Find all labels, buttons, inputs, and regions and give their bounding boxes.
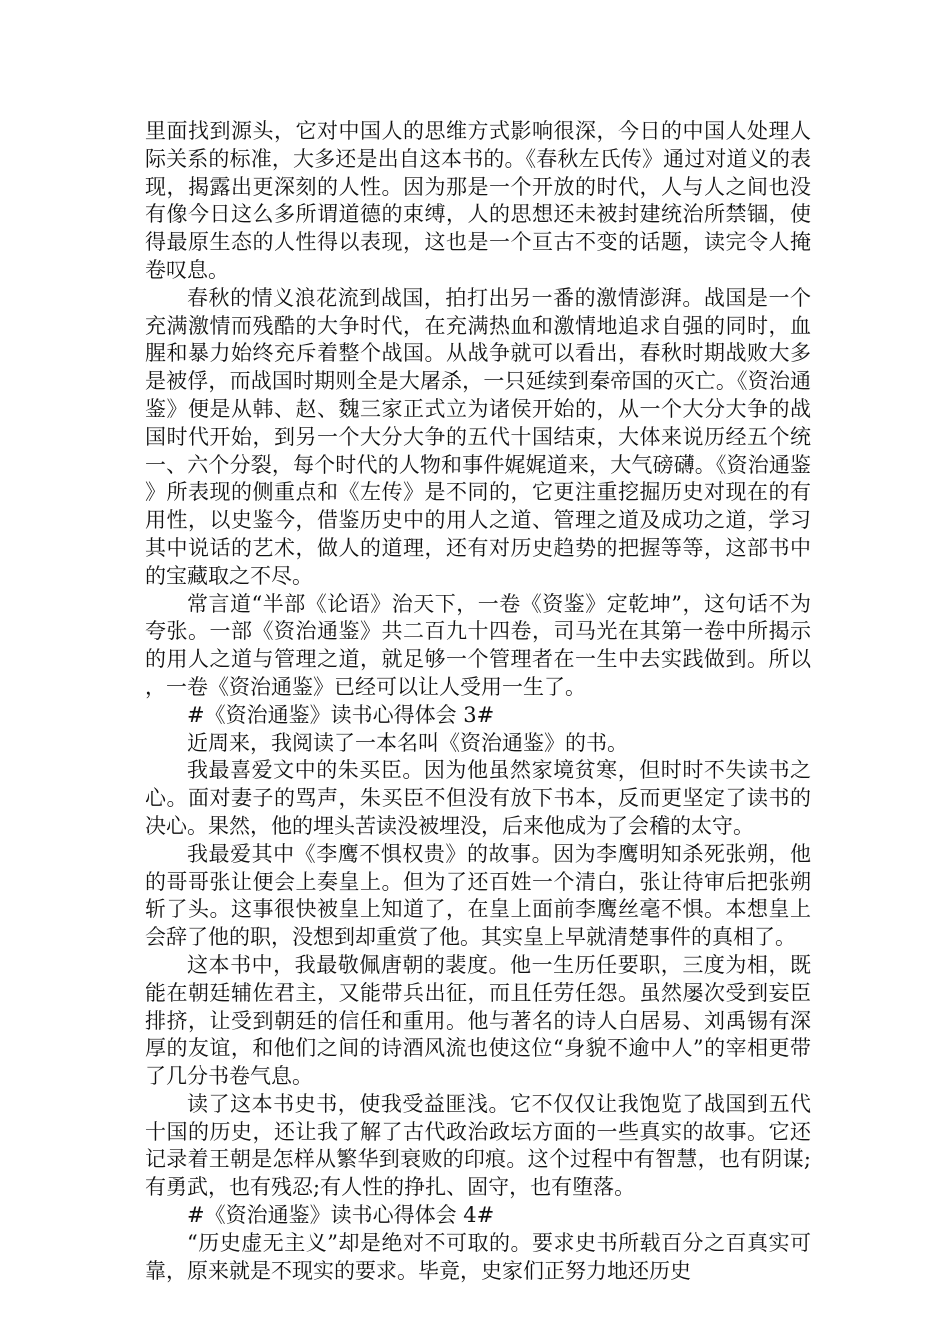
paragraph-2: 春秋的情义浪花流到战国，拍打出另一番的激情澎湃。战国是一个充满激情而残酷的大争时代，在充满热血和激情地追求自强的同时，血腥和暴力始终充斥着整个战国。从战争就可以看出，春秋时期战败大多是被俘，而战国时期则全是大屠杀，一只延续到秦帝国的灭亡。《资治通鉴》便是从韩、赵、魏三家正式立为诸侯开始的，从一个大分大争的战国时代开始，到另一个大分大争的五代十国结束，大体来说历经五个统一、六个分裂，每个时代的人物和事件娓娓道来，大气磅礴。《资治通鉴》所表现的侧重点和《左传》是不同的，它更注重挖掘历史对现在的有用性，以史鉴今，借鉴历史中的用人之道、管理之道及成功之道，学习其中说话的艺术，做人的道理，还有对历史趋势的把握等等，这部书中的宝藏取之不尽。	[145, 285, 811, 588]
document-page	[145, 118, 811, 1285]
section-heading-4: #《资治通鉴》读书心得体会 4#	[187, 1203, 495, 1228]
paragraph-7: 我最爱其中《李鹰不惧权贵》的故事。因为李鹰明知杀死张朔，他的哥哥张让便会上奏皇上。但为了还百姓一个清白，张让待审后把张朔斩了头。这事很快被皇上知道了，在皇上面前李鹰丝毫不惧。本想皇上会辞了他的职，没想到却重赏了他。其实皇上早就清楚事件的真相了。	[145, 841, 811, 950]
paragraph-8: 这本书中，我最敬佩唐朝的裴度。他一生历任要职，三度为相，既能在朝廷辅佐君主，又能带兵出征，而且任劳任怨。虽然屡次受到妄臣排挤，让受到朝廷的信任和重用。他与著名的诗人白居易、刘禹锡有深厚的友谊，和他们之间的诗酒风流也使这位“身貌不逾中人”的宰相更带了几分书卷气息。	[145, 952, 811, 1089]
paragraph-1: 里面找到源头，它对中国人的思维方式影响很深，今日的中国人处理人际关系的标准，大多还是出自这本书的。《春秋左氏传》通过对道义的表现，揭露出更深刻的人性。因为那是一个开放的时代，人与人之间也没有像今日这么多所谓道德的束缚，人的思想还未被封建统治所禁锢，使得最原生态的人性得以表现，这也是一个亘古不变的话题，读完令人掩卷叹息。	[145, 119, 811, 282]
paragraph-3: 常言道“半部《论语》治天下，一卷《资鉴》定乾坤”，这句话不为夸张。一部《资治通鉴》共二百九十四卷，司马光在其第一卷中所揭示的用人之道与管理之道，就足够一个管理者在一生中去实践做到。所以，一卷《资治通鉴》已经可以让人受用一生了。	[145, 591, 811, 699]
paragraph-9: 读了这本书史书，使我受益匪浅。它不仅仅让我饱览了战国到五代十国的历史，还让我了解了古代政治政坛方面的一些真实的故事。它还记录着王朝是怎样从繁华到衰败的印痕。这个过程中有智慧，也有阴谋;有勇武，也有残忍;有人性的挣扎、固守，也有堕落。	[145, 1091, 811, 1200]
section-heading-3: #《资治通鉴》读书心得体会 3#	[187, 702, 495, 727]
paragraph-11: “历史虚无主义”却是绝对不可取的。要求史书所载百分之百真实可靠，原来就是不现实的要求。毕竟，史家们正努力地还历史	[145, 1230, 811, 1283]
paragraph-6: 我最喜爱文中的朱买臣。因为他虽然家境贫寒，但时时不失读书之心。面对妻子的骂声，朱买臣不但没有放下书本，反而更坚定了读书的决心。果然，他的埋头苦读没被埋没，后来他成为了会稽的太守。	[145, 758, 811, 838]
paragraph-5: 近周来，我阅读了一本名叫《资治通鉴》的书。	[187, 730, 628, 755]
